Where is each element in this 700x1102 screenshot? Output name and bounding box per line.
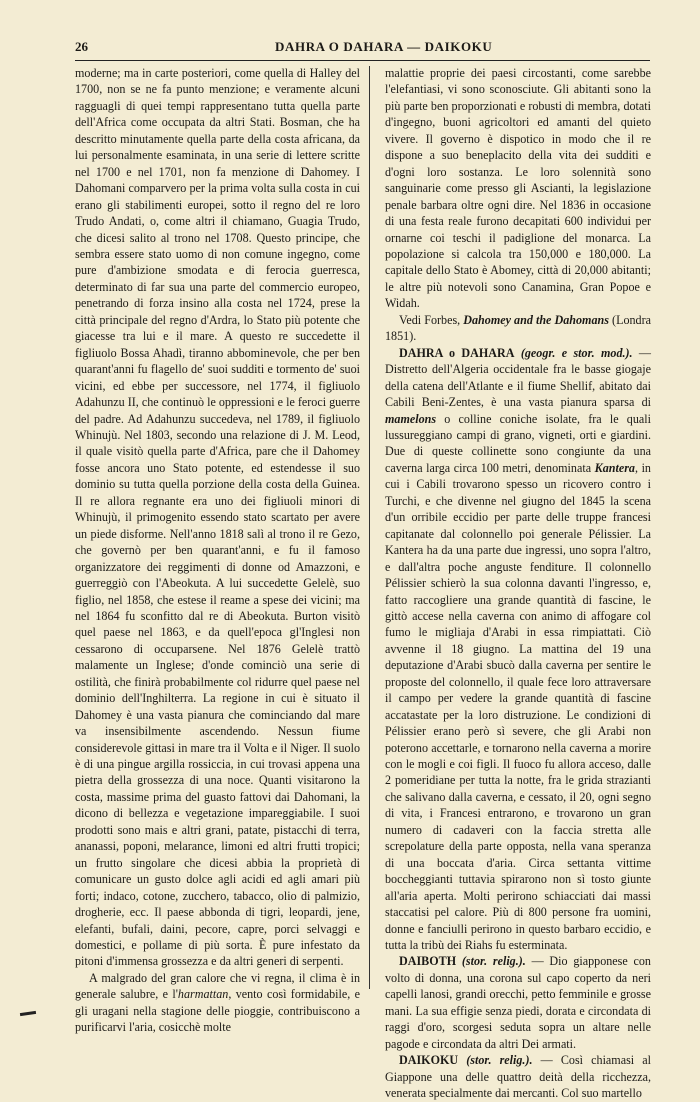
left-column [75,65,360,1036]
label-daikoku: (stor. relig.). [466,1053,533,1068]
margin-mark [20,1011,36,1016]
label-dahra: (geogr. e stor. mod.). [520,345,633,360]
header-rule [75,60,650,61]
column-divider [369,66,370,989]
reference-title: Dahomey and the Dahomans [463,312,609,327]
kantera-term: Kantera [594,460,635,475]
dahra-text-2: o colline coniche isolate, fra le quali lussureggiano campi di grano, vigneti, orti e giardini. Due di queste collinette sono congiunte da una caverna larga circa 100 metri, denominata [385,411,651,475]
climate-paragraph [75,970,360,1036]
reference-paragraph [385,312,651,345]
headword-daiboth: DAIBOTH [399,954,457,969]
page-header [75,37,650,57]
headword-dahra: DAHRA o DAHARA [399,345,515,360]
dahra-text-1: — Distretto dell'Algeria occidentale fra le basse giogaje della catena dell'Atlante e il fiume Shellif, abitato dai Cabili Beni-Zentes, è una vasta pianura sparsa di [385,345,651,410]
entry-daiboth [385,953,651,1052]
daiboth-text: — Dio giapponese con volto di donna, una corona sul capo coperto da neri capelli lanosi, grandi orecchi, petto femminile e grosse mani. La sua effigie senza piedi, dorata e circondata di raggi d'oro, scorgesi seduta sopra un altare nelle pagode e circondata da altri Dei armati. [385,954,651,1051]
entry-dahra [385,345,651,954]
climate-text-a: A malgrado del gran calore che vi regna, il clima è in generale salubre, e l' [75,970,360,1002]
daikoku-text: — Così chiamasi al Giappone una delle quattro deità della ricchezza, venerata specialmente dai mercanti. Col suo martello [385,1053,651,1101]
reference-text-a: Vedi Forbes, [399,312,464,327]
dahomey-continued-paragraph: moderne; ma in carte posteriori, come quella di Halley del 1700, non se ne fa punto menzione; e veramente alcuni ragguagli di quei tempi rappresentano tutta quella parte dell'Africa come occupata da altri Stati. Bosman, che ha descritto minutamente quella parte della costa africana, da lui personalmente esaminata, in una serie di lettere scritte nel 1700 e nel 1701, non fa menzione di Dahomey. I Dahomani comparvero per la prima volta sulla costa in cui erano gli stabilimenti europei, sotto il regno del re loro Trudo Andati, o, come altri il chiamano, Guagia Trudo, che dicesi salito al trono nel 1708. Questo principe, che sembra essere stato uomo di non comune ingegno, come pure d'ambizione smodata e di ferocia guerresca, determinato di far sua una parte del commercio europeo, penetrando di forza insino alla costa nel 1724, prese la città principale del regno d'Ardra, lo Stato più potente che giacesse tra lui e il mare. A questo re succedette il figliuolo Bossa Ahadì, tiranno abbominevole, che per ben quarant'anni fu flagello de' suoi sudditi e tormento de' suoi vicini, ed ebbe per successore, nel 1774, il figliuolo Adahunzu II, che continuò le oppressioni e le feroci guerre del padre. Ad Adahunzu succedeva, nel 1789, il figliuolo Whinujù. Nel 1803, secondo una relazione di J. M. Leod, il quale visitò quella parte d'Africa, pare che il Dahomey fosse ancora uno Stato potente, ed estendesse il suo dominio su tutta quella porzione della costa della Guinea. Il re allora regnante era uno dei figliuoli minori di Whinujù, il primogenito essendo stato scartato per avere un piede disforme. Nell'anno 1818 salì al trono il re Gezo, che governò per ben quarant'anni, e fu il famoso organizzatore dei reggimenti di donne od Amazzoni, e guerreggiò con l'Abeokuta. A lui succedette Gelelè, suo figlio, nel 1858, che estese il reame a spese dei vicini; ma nel 1864 fu sconfitto dal re di Abeokuta. Burton visitò quel paese nel 1863, e da quell'epoca gl'Inglesi non cessarono di occuparsene. Nel 1876 Gelelè trattò malamente un Inglese; d'onde cominciò una serie di ostilità, che finirà probabilmente col ridurre quel paese nel dominio dell'Inghilterra. La regione in cui è situato il Dahomey è una vasta pianura che cominciando dal mare va insensibilmente ascendendo. Nessun fiume considerevole gittasi in mare tra il Volta e il Niger. Il suolo è di una pingue argilla rossiccia, in cui trovasi appena una pietra della grossezza di una noce. Quanti visitarono la costa, massime prima del guasto fattovi dai Dahomani, la dicono di bellezza e vegetazione impareggiabile. I suoi prodotti sono mais e altri grani, patate, pistacchi di terra, ananassi, poponi, melarance, limoni ed altri frutti tropici; un frutto singolare che dicesi abbia la proprietà di comunicare un gusto dolce agli acidi ed agli amari più forti; indaco, cotone, zucchero, tabacco, olio di palmizio, drogherie, ecc. Il paese abbonda di tigri, leopardi, jene, elefanti, bufali, daini, pecore, capre, porci selvaggi e domestici, e pollame di più sorta. È pure infestato da pitoni d'immensa grossezza e da altri generi di serpenti. [75,66,360,969]
mamelons-term: mamelons [385,411,437,426]
dahomey-end-paragraph: malattie proprie dei paesi circostanti, come sarebbe l'elefantiasi, vi sono sconosciute. Gli abitanti sono la più parte ben proporzionati e robusti di membra, dotati d'ingegno, buoni agricoltori ed amanti del quieto vivere. Il governo è dispotico in modo che il re dispone a suo beneplacito della vita dei sudditi e d'ogni loro sostanza. Le loro solennità sono sanguinarie come presso gli Ascianti, la legislazione penale barbara oltre ogni dire. Nel 1836 in occasione di una festa reale furono decapitati 600 individui per ornarne coi teschi il padiglione del monarca. La popolazione si calcola tra 150,000 e 180,000. La capitale dello Stato è Abomey, città di 20,000 abitanti; le altre più notevoli sono Canamina, Gran Popoe e Widah. [385,66,651,311]
running-head: DAHRA O DAHARA — DAIKOKU [275,39,493,54]
label-daiboth: (stor. relig.). [461,954,526,969]
harmattan-term: harmattan [177,987,229,1002]
entry-daikoku [385,1052,651,1101]
climate-text-b: , vento così formidabile, e gli uragani nella stagione delle pioggie, contribuiscono a purificarvi l'aria, cosicchè molte [75,987,360,1035]
right-column [385,65,651,1102]
headword-daikoku: DAIKOKU [399,1053,459,1068]
reference-text-b: (Londra 1851). [385,312,651,344]
page-number: 26 [75,39,88,54]
dahra-text-3: , in cui i Cabili trovarono spesso un ricovero contro i Turchi, e che divenne nel giugno del 1845 la scena d'un orribile eccidio per parte delle truppe francesi capitanate dal colonnello poi generale Pélissier. La Kantera ha da una parte due ingressi, uno sopra l'altro, e dall'altra poche anguste fenditure. Il colonnello Pélissier schierò la sua colonna davanti l'ingresso, e, fatto raccogliere una grande quantità di fascine, le gittò accese nella caverna con animo di affogare col fumo le migliaja d'Arabi in essa rimpiattati. Ciò avvenne il 18 giugno. La mattina del 19 una deputazione d'Arabi sbucò dalla caverna per sentire le proposte del colonnello, il quale fece loro attraversare il campo per vedere la grande quantità di fascine accatastate per la loro distruzione. Le condizioni di Pélissier erano però sì severe, che gli Arabi non poterono accettarle, e tornarono nella caverna a morire con le mogli e coi figli. Il fuoco fu allora acceso, dalle 2 pomeridiane per tutta la notte, fra le grida strazianti che salivano dalla caverna, e cessato, il 20, ogni segno di vita, i Francesi entrarono, e trovarono un gran numero di cadaveri con la faccia stretta alle screpolature della parte opposta, nella vana speranza di una boccata d'aria. Circa settanta vittime boccheggianti tuttavia spirarono non sì tosto giunte all'aria aperta. Molti perirono schiacciati dai massi staccatisi pel calore. Più di 800 persone fra uomini, donne e fanciulli perirono in questo barbaro eccidio, e tutta la tribù dei Riahs fu esterminata. [385,460,651,953]
